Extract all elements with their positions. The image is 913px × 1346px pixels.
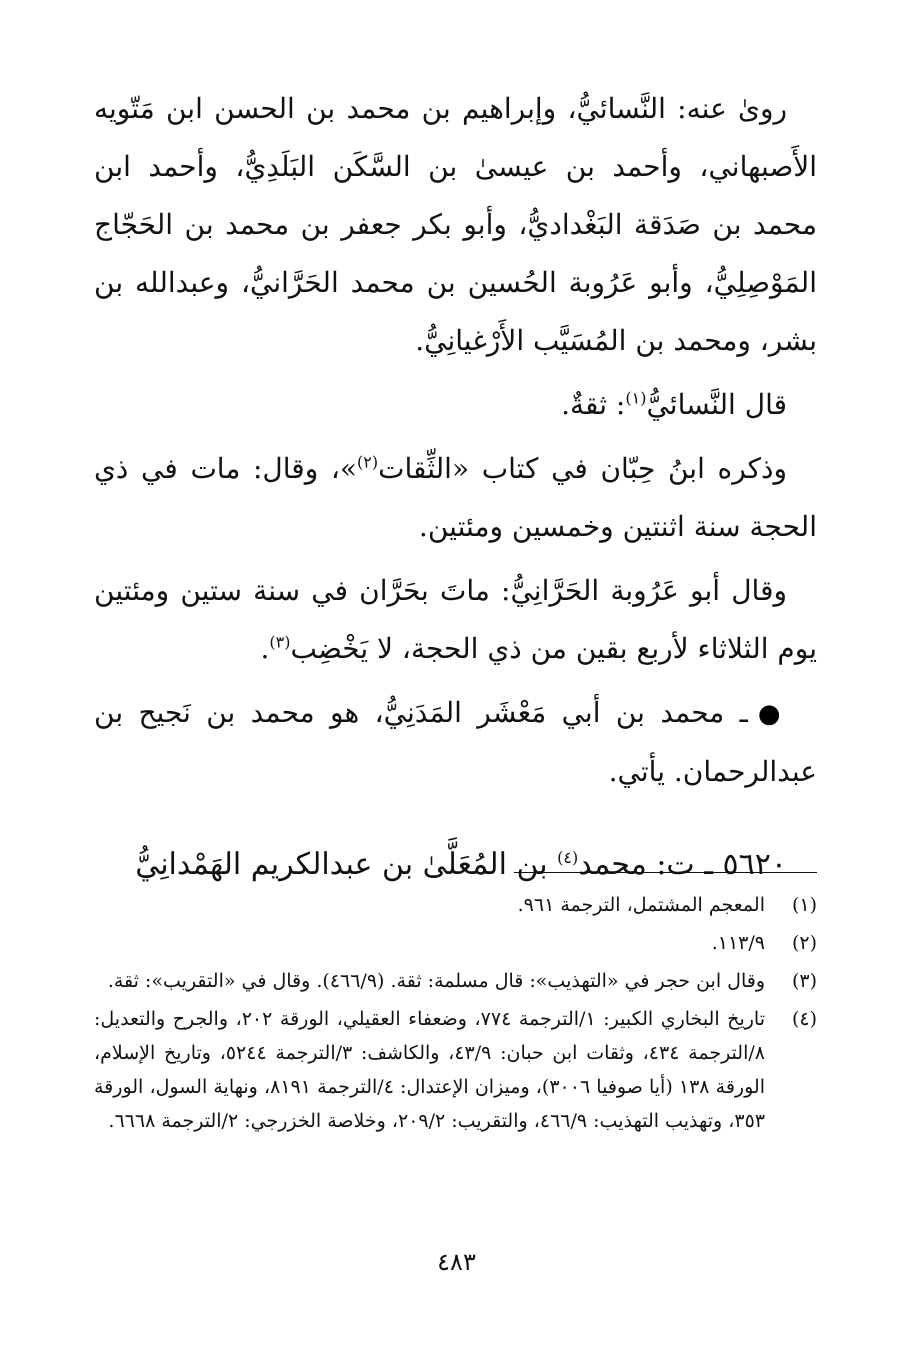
footnote-number: (٢) bbox=[791, 932, 817, 954]
paragraph-cross-reference bbox=[94, 684, 817, 801]
footnote bbox=[94, 964, 817, 998]
footnote-divider bbox=[514, 872, 817, 873]
footnote-text: ١١٣/٩. bbox=[711, 932, 765, 954]
paragraph-ibn-hibban-text: وذكره ابنُ حِبّان في كتاب «الثِّقات bbox=[378, 452, 787, 485]
main-text bbox=[94, 80, 817, 901]
paragraph-nasai-text: قال النَّسائيُّ bbox=[646, 388, 787, 421]
bullet-icon: ● bbox=[757, 699, 788, 729]
footnote bbox=[94, 888, 817, 922]
paragraph-ibn-hibban-rest: »، وقال: مات في ذي الحجة سنة اثنتين وخمسين ومئتين. bbox=[94, 452, 817, 543]
footnote bbox=[94, 926, 817, 960]
entry-heading-rest: بن المُعَلَّىٰ بن عبدالكريم الهَمْدانِيُّ bbox=[135, 847, 558, 882]
paragraph-narrators: روىٰ عنه: النَّسائيُّ، وإبراهيم بن محمد بن الحسن ابن مَتّويه الأَصبهاني، وأحمد بن عيسىٰ بن السَّكَن البَلَدِيُّ، وأحمد ابن محمد بن صَدَقة البَغْداديُّ، وأبو بكر جعفر بن محمد بن الحَجّاج المَوْصِلِيُّ، وأبو عَرُوبة الحُسين بن محمد الحَرَّانيُّ، وعبدالله بن بشر، ومحمد بن المُسَيَّب الأَرْغيانِيُّ. bbox=[94, 92, 817, 357]
entry-heading-text: ٥٦٢٠ ـ ت: محمد bbox=[578, 847, 787, 882]
paragraph-cross-reference-text: ـ محمد بن أبي مَعْشَر المَدَنِيُّ، هو محمد بن نَجيح بن عبدالرحمان. يأتي. bbox=[94, 696, 817, 788]
footnote-ref-1[interactable]: (١) bbox=[625, 388, 647, 408]
footnote-ref-2[interactable]: (٢) bbox=[357, 452, 379, 472]
paragraph-ibn-hibban bbox=[94, 440, 817, 556]
paragraph-nasai-rest: : ثقةٌ. bbox=[561, 388, 626, 421]
paragraph-nasai bbox=[94, 376, 817, 434]
footnote-ref-4[interactable]: (٤) bbox=[557, 848, 579, 867]
footnote-text: تاريخ البخاري الكبير: ١/الترجمة ٧٧٤، وضعفاء العقيلي، الورقة ٢٠٢، والجرح والتعديل: ٨/الترجمة ٤٣٤، وثقات ابن حبان: ٤٣/٩، والكاشف: ٣/الترجمة ٥٢٤٤، وتاريخ الإسلام، الورقة ١٣٨ (أيا صوفيا ٣٠٠٦)، وميزان الإعتدال: ٤/الترجمة ٨١٩١، ونهاية السول، الورقة ٣٥٣، وتهذيب التهذيب: ٤٦٦/٩، والتقريب: ٢٠٩/٢، وخلاصة الخزرجي: ٢/الترجمة ٦٦٦٨. bbox=[94, 1008, 765, 1132]
page-number: ٤٨٣ bbox=[437, 1248, 476, 1276]
paragraph-abu-aruba-text: وقال أبو عَرُوبة الحَرَّانِيُّ: ماتَ بحَرَّان في سنة ستين ومئتين يوم الثلاثاء لأربع بقين من ذي الحجة، لا يَخْضِب bbox=[94, 574, 817, 665]
footnote bbox=[94, 1002, 817, 1138]
footnote-number: (٤) bbox=[791, 1008, 817, 1030]
footnote-text: وقال ابن حجر في «التهذيب»: قال مسلمة: ثقة. (٤٦٦/٩). وقال في «التقريب»: ثقة. bbox=[107, 970, 765, 992]
paragraph-abu-aruba-rest: . bbox=[260, 632, 270, 665]
entry-heading bbox=[94, 835, 817, 895]
footnote-text: المعجم المشتمل، الترجمة ٩٦١. bbox=[517, 894, 765, 916]
footnote-number: (٣) bbox=[791, 970, 817, 992]
paragraph-abu-aruba bbox=[94, 562, 817, 678]
footnotes bbox=[94, 888, 817, 1142]
footnote-number: (١) bbox=[791, 894, 817, 916]
footnote-ref-3[interactable]: (٣) bbox=[269, 632, 291, 652]
